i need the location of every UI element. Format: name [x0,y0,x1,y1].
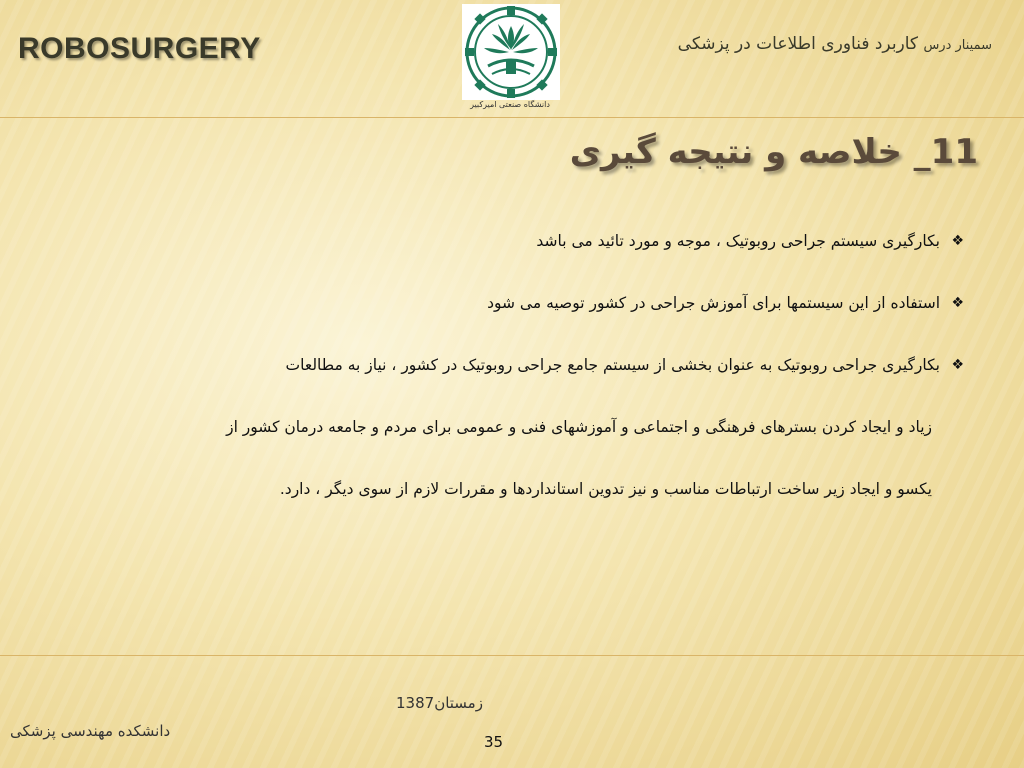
university-logo [462,4,560,100]
bullet-list [196,226,964,552]
bullet-text: بکارگیری سیستم جراحی روبوتیک ، موجه و مورد تائید می باشد [536,232,940,250]
university-emblem-icon [462,4,560,100]
course-title [678,34,992,54]
course-prefix: سمینار درس [923,38,992,53]
diamond-bullet-icon: ❖ [951,357,964,373]
bullet-item [196,350,964,380]
logo-caption: دانشگاه صنعتی امیرکبیر [470,100,550,109]
course-name: کاربرد فناوری اطلاعات در پزشکی [677,34,919,54]
bullet-item [196,288,964,318]
slide-title: 11_ خلاصه و نتیجه گیری [569,132,978,172]
brand-title: ROBOSURGERY [18,32,261,65]
footer-season: زمستان1387 [396,694,483,712]
bullet-continuation-text: زیاد و ایجاد کردن بسترهای فرهنگی و اجتماعی و آموزشهای فنی و عمومی برای مردم و جامعه درمان کشور از یکسو و ایجاد زیر ساخت ارتباطات مناسب و نیز تدوین استانداردها و مقررات لازم از سوی دیگر ، دارد. [226,418,932,498]
page-number: 35 [484,733,504,751]
diamond-bullet-icon: ❖ [951,295,964,311]
bullet-continuation [196,396,956,520]
header-divider [0,117,1024,118]
footer-divider [0,655,1024,656]
diamond-bullet-icon: ❖ [951,233,964,249]
footer-department: دانشکده مهندسی پزشکی [10,722,171,740]
bullet-text: استفاده از این سیستمها برای آموزش جراحی در کشور توصیه می شود [487,294,940,312]
bullet-text: بکارگیری جراحی روبوتیک به عنوان بخشی از سیستم جامع جراحی روبوتیک در کشور ، نیاز به مطالعات [285,356,940,374]
bullet-item [196,226,964,256]
